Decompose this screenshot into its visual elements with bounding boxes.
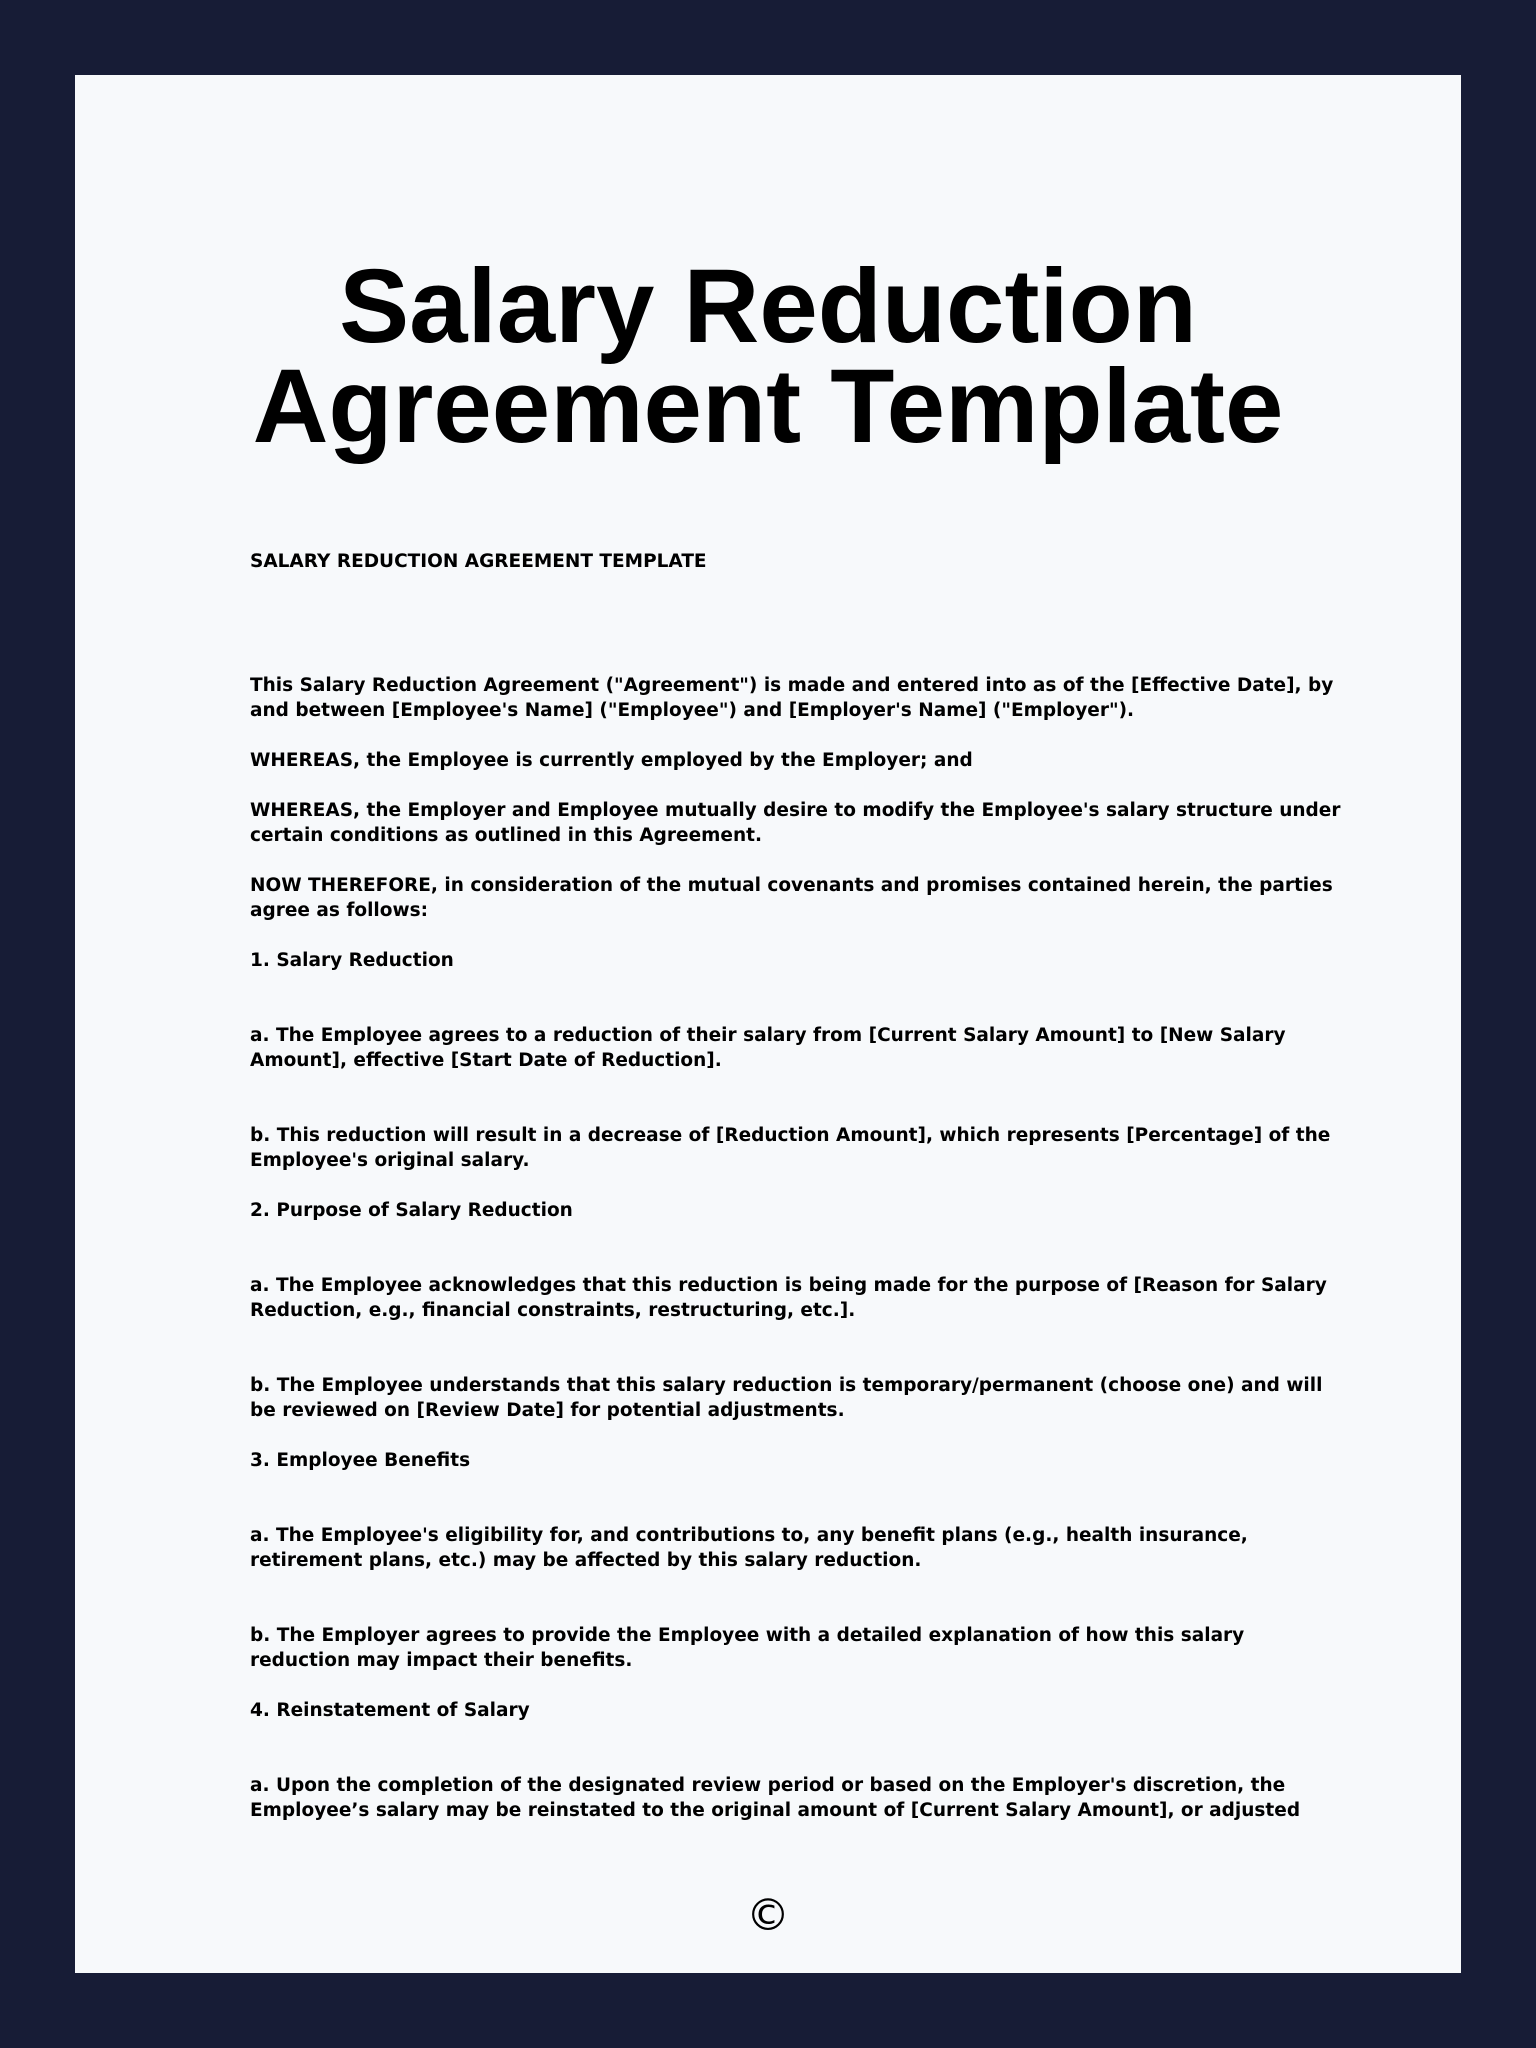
document-page (75, 75, 1461, 1973)
section-heading: 1. Salary Reduction (250, 950, 454, 971)
section-clause-a: a. The Employee acknowledges that this reduction is being made for the purpose of [Reason for Salary Reduction, e.g., financial constraints, restructuring, etc.]. (250, 1275, 1327, 1321)
section-clause-a: a. Upon the completion of the designated review period or based on the Employer's discretion, the Employee’s salary may be reinstated to the original amount of [Current Salary Amount], or adjusted (250, 1775, 1301, 1821)
section-clause-b: b. The Employee understands that this salary reduction is temporary/permanent (choose one) and will be reviewed on [Review Date] for potential adjustments. (250, 1375, 1323, 1421)
copyright-icon: © (746, 1890, 790, 1941)
section-clause-a: a. The Employee's eligibility for, and contributions to, any benefit plans (e.g., health insurance, retirement plans, etc.) may be affected by this salary reduction. (250, 1525, 1248, 1571)
page-title: Salary Reduction Agreement Template (252, 248, 1284, 465)
section-heading: 2. Purpose of Salary Reduction (250, 1200, 573, 1221)
document-heading: SALARY REDUCTION AGREEMENT TEMPLATE (250, 551, 707, 572)
whereas-clause-2: WHEREAS, the Employer and Employee mutually desire to modify the Employee's salary structure under certain conditions as outlined in this Agreement. (250, 800, 1341, 846)
section-clause-a: a. The Employee agrees to a reduction of their salary from [Current Salary Amount] to [New Salary Amount], effective [Start Date of Reduction]. (250, 1025, 1286, 1071)
now-therefore-clause: NOW THEREFORE, in consideration of the mutual covenants and promises contained herein, the parties agree as follows: (250, 875, 1333, 921)
section-clause-b: b. This reduction will result in a decrease of [Reduction Amount], which represents [Percentage] of the Employee's original salary. (250, 1125, 1331, 1171)
whereas-clause-1: WHEREAS, the Employee is currently employed by the Employer; and (250, 750, 973, 771)
section-clause-b: b. The Employer agrees to provide the Employee with a detailed explanation of how this salary reduction may impact their benefits. (250, 1625, 1245, 1671)
document-body (250, 549, 1350, 1823)
intro-paragraph: This Salary Reduction Agreement ("Agreement") is made and entered into as of the [Effective Date], by and between [Employee's Name] ("Employee") and [Employer's Name] ("Employer"). (250, 675, 1334, 721)
section-heading: 4. Reinstatement of Salary (250, 1700, 530, 1721)
section-heading: 3. Employee Benefits (250, 1450, 471, 1471)
